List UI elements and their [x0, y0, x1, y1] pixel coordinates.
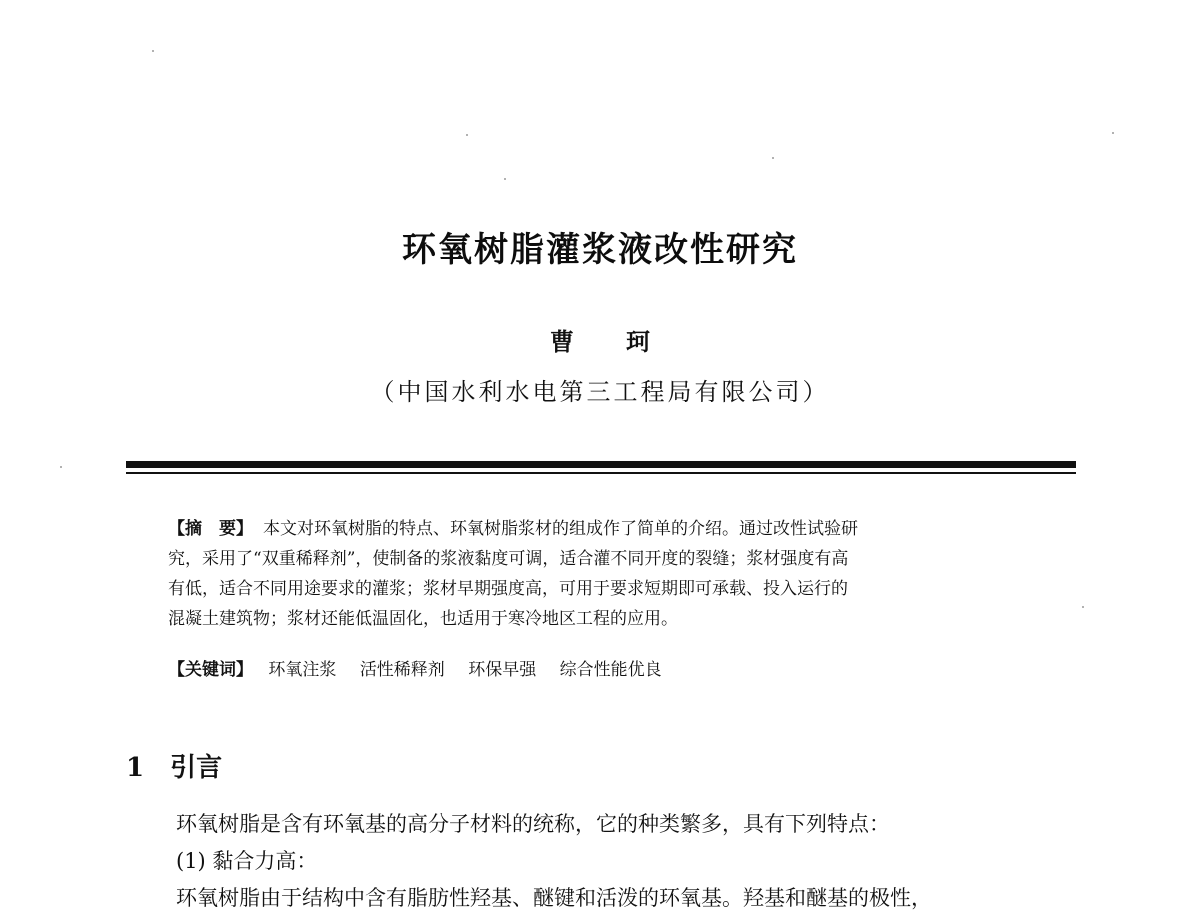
- body-paragraph: 环氧树脂是含有环氧基的高分子材料的统称，它的种类繁多，具有下列特点：: [176, 812, 890, 836]
- scan-speck: [772, 157, 774, 159]
- keyword: 环氧注浆: [268, 660, 337, 680]
- header-rule-thick: [126, 461, 1076, 468]
- abstract-line: [168, 514, 1048, 544]
- body-text: [176, 806, 1076, 917]
- paper-title: 环氧树脂灌浆液改性研究: [402, 230, 798, 270]
- scan-speck: [1082, 606, 1084, 608]
- section-heading: [126, 747, 222, 784]
- keyword: 活性稀释剂: [359, 660, 445, 680]
- abstract-block: [168, 514, 1048, 634]
- author-affiliation: （中国水利水电第三工程局有限公司）: [370, 378, 830, 406]
- keyword: 综合性能优良: [559, 660, 662, 680]
- body-list-item: (1) 黏合力高：: [176, 849, 318, 873]
- body-paragraph: 环氧树脂由于结构中含有脂肪性羟基、醚键和活泼的环氧基。羟基和醚基的极性，: [176, 886, 932, 910]
- abstract-label: 【摘 要】: [168, 519, 253, 539]
- scan-speck: [60, 466, 62, 468]
- scan-speck: [504, 178, 506, 180]
- scan-speck: [1112, 132, 1114, 134]
- abstract-line: 混凝土建筑物；浆材还能低温固化，也适用于寒冷地区工程的应用。: [168, 609, 678, 629]
- section-title: 引言: [170, 753, 223, 783]
- abstract-text: 本文对环氧树脂的特点、环氧树脂浆材的组成作了简单的介绍。通过改性试验研: [263, 519, 858, 539]
- keywords-block: [168, 655, 680, 685]
- abstract-line: 究，采用了“双重稀释剂”，使制备的浆液黏度可调，适合灌不同开度的裂缝；浆材强度有高: [168, 549, 849, 569]
- header-rule-thin: [126, 472, 1076, 474]
- section-number: 1: [126, 753, 145, 783]
- author-name: 曹 珂: [549, 327, 673, 356]
- scan-speck: [152, 50, 154, 52]
- abstract-line: 有低，适合不同用途要求的灌浆；浆材早期强度高，可用于要求短期即可承载、投入运行的: [168, 579, 848, 599]
- scan-speck: [466, 134, 468, 136]
- keyword: 环保早强: [468, 660, 537, 680]
- keywords-label: 【关键词】: [168, 660, 253, 680]
